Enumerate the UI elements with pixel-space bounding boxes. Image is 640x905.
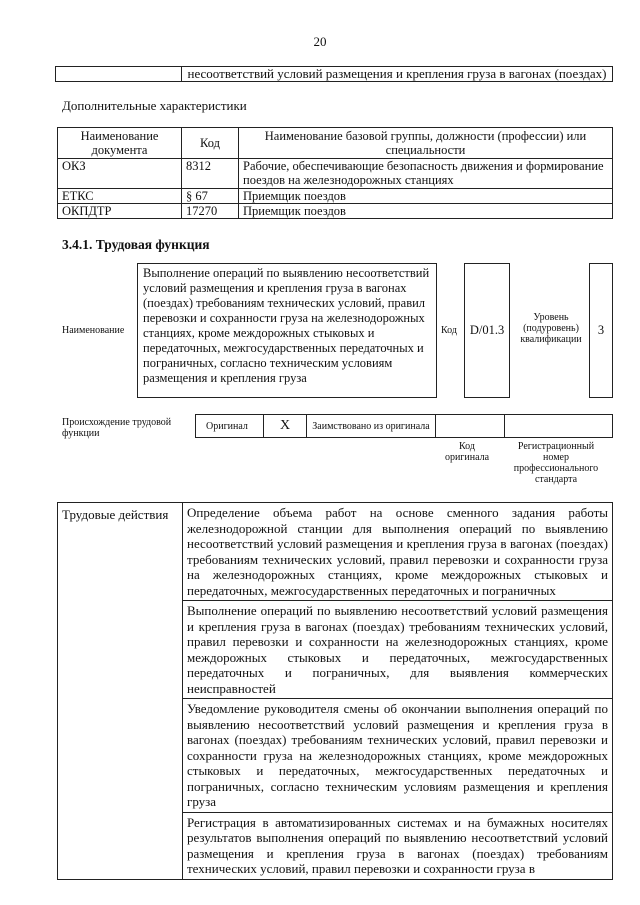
row-code: 8312 — [182, 159, 239, 189]
level-value: 3 — [597, 323, 605, 337]
origin-mark: X — [264, 415, 307, 438]
continuation-text: несоответствий условий размещения и крепления груза в вагонах (поездах) — [182, 67, 613, 82]
header-doc: Наименование документа — [58, 128, 182, 159]
header-group: Наименование базовой группы, должности (профессии) или специальности — [239, 128, 613, 159]
row-name: Приемщик поездов — [239, 204, 613, 219]
row-name: Рабочие, обеспечивающие безопасность движения и формирование поездов на железнодорожных станциях — [239, 159, 613, 189]
row-doc: ОКЗ — [58, 159, 182, 189]
actions-label: Трудовые действия — [58, 503, 183, 880]
row-code: § 67 — [182, 189, 239, 204]
origin-code-cell — [436, 415, 505, 438]
action-item: Регистрация в автоматизированных системах и на бумажных носителях результатов выполнения операций по выявлению несоответствий условий размещения и крепления груза в вагонах (поездах) требованиям технических условий, правил перевозки и сохранности груза в — [183, 812, 613, 879]
row-doc: ОКПДТР — [58, 204, 182, 219]
origin-original: Оригинал — [196, 415, 264, 438]
action-item: Определение объема работ на основе сменного задания работы железнодорожной станции для выполнения операций по выявлению несоответствий условий размещения и крепления груза в вагонах (поездах) требованиям технических условий, правил перевозки и сохранности груза на железнодорожных станциях, кроме междорожных стыковых и передаточных, межгосударственных передаточных и пограничных — [183, 503, 613, 601]
table-header-row — [58, 128, 613, 159]
actions-table — [57, 502, 613, 880]
origin-reg-cell — [505, 415, 613, 438]
row-name: Приемщик поездов — [239, 189, 613, 204]
table-row — [58, 159, 613, 189]
reg-label: Регистрационный номер профессионального стандарта — [513, 441, 599, 485]
origin-borrowed: Заимствовано из оригинала — [307, 415, 436, 438]
code-box — [464, 263, 510, 398]
header-code: Код — [182, 128, 239, 159]
continuation-table — [55, 66, 613, 82]
row-doc: ЕТКС — [58, 189, 182, 204]
code-value: D/01.3 — [469, 323, 505, 337]
function-name-text: Выполнение операций по выявлению несоответствий условий размещения и крепления груза в вагонах (поездах) требованиям технических условий, правил перевозки и сохранности груза на железнодорожных станциях, кроме междорожных стыковых и передаточных, межгосударственных передаточных и пограничных, согласно техническим условиям размещения и крепления груза — [143, 266, 430, 385]
name-label: Наименование — [62, 325, 125, 336]
origin-label: Происхождение трудовой функции — [62, 417, 172, 439]
table-row — [58, 204, 613, 219]
table-row — [58, 189, 613, 204]
function-name-box — [137, 263, 437, 398]
row-code: 17270 — [182, 204, 239, 219]
action-item: Выполнение операций по выявлению несоответствий условий размещения и крепления груза в вагонах (поездах) требованиям технических условий, правил перевозки и сохранности на железнодорожных станциях, кроме междорожных стыковых и передаточных, межгосударственных передаточных и пограничных, для выявления коммерческих неисправностей — [183, 601, 613, 699]
table-row — [58, 503, 613, 601]
level-label: Уровень (подуровень) квалификации — [520, 312, 582, 345]
code-label: Код — [441, 325, 457, 336]
code-orig-label: Код оригинала — [444, 441, 490, 463]
continuation-empty-cell — [56, 67, 182, 82]
function-heading: 3.4.1. Трудовая функция — [62, 237, 210, 252]
action-item: Уведомление руководителя смены об окончании выполнения операций по выявлению несоответствий условий размещения и крепления груза в вагонах (поездах) требованиям технических условий, правил перевозки и сохранности груза на железнодорожных станциях, кроме междорожных стыковых и передаточных, межгосударственных передаточных и пограничных, согласно техническим условиям размещения и крепления груза — [183, 699, 613, 813]
additional-title: Дополнительные характеристики — [62, 98, 247, 113]
additional-table — [57, 127, 613, 219]
level-box — [589, 263, 613, 398]
page-number: 20 — [313, 34, 327, 49]
origin-table — [195, 414, 613, 438]
